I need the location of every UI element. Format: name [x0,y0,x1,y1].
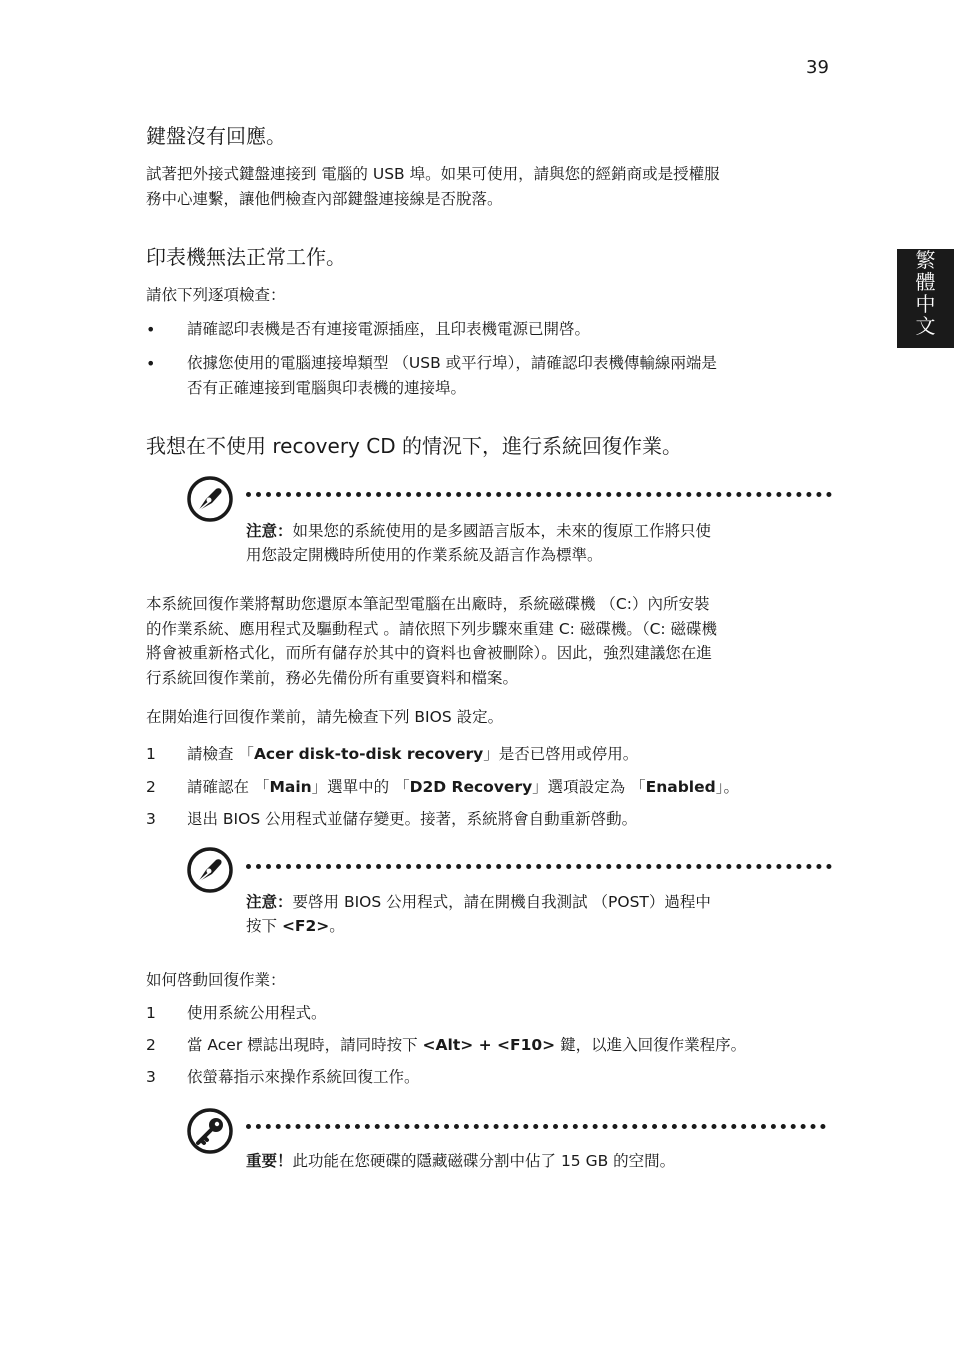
bold-term: D2D Recovery [409,778,533,796]
side-tab-char: 文 [915,314,936,338]
text-span: 請檢查 「 [187,745,254,763]
list-item [146,775,836,800]
note-label: 注意： [246,893,293,911]
section-heading-printer: 印表機無法正常工作。 [146,245,346,269]
side-tab-char: 繁 [915,248,936,272]
paragraph-recovery [146,592,836,690]
bold-term: <Alt> + <F10> [422,1036,556,1054]
step-number: 2 [146,778,156,796]
howto-intro: 如何啓動回復作業： [146,971,286,989]
text-line: 依據您使用的電腦連接埠類型 （USB 或平行埠），請確認印表機傳輸線兩端是 [187,354,717,372]
step-number: 1 [146,1004,156,1022]
important-label: 重要！ [246,1152,293,1170]
text-line: 依螢幕指示來操作系統回復工作。 [187,1068,420,1086]
note-divider [246,864,832,869]
text-line: 要啓用 BIOS 公用程式，請在開機自我測試 （POST）過程中 [292,893,711,911]
list-item [146,1033,836,1058]
side-tab-char: 體 [915,270,936,294]
key-icon [186,1107,234,1155]
bold-term: Main [269,778,312,796]
text-span: 」選單中的 「 [311,778,410,796]
text-span: 。 [329,917,345,935]
side-tab-char: 中 [915,292,936,316]
step-number: 3 [146,1068,156,1086]
text-line: 行系統回復作業前，務必先備份所有重要資料和檔案。 [146,668,519,687]
bullet: • [146,320,156,339]
language-side-tab [897,249,954,348]
text-line: 試著把外接式鍵盤連接到 電腦的 USB 埠。如果可使用，請與您的經銷商或是授權服 [146,165,720,183]
note-text [246,890,836,938]
section-heading-recovery: 我想在不使用 recovery CD 的情況下，進行系統回復作業。 [146,434,682,458]
list-item [146,742,836,767]
bios-intro: 在開始進行回復作業前，請先檢查下列 BIOS 設定。 [146,708,504,726]
text-line: 使用系統公用程式。 [187,1004,327,1022]
note-text [246,519,836,567]
text-span: 請確認在 「 [187,778,270,796]
text-line: 否有正確連接到電腦與印表機的連接埠。 [187,379,467,397]
note-divider [246,492,832,497]
note-label: 注意： [246,522,293,540]
bold-term: <F2> [281,917,330,935]
text-line: 用您設定開機時所使用的作業系統及語言作為標準。 [246,546,603,564]
text-line: 將會被重新格式化，而所有儲存於其中的資料也會被刪除）。因此，強烈建議您在進 [146,644,712,662]
text-span: 」是否已啓用或停用。 [483,745,639,763]
text-line: 此功能在您硬碟的隱藏磁碟分割中佔了 15 GB 的空間。 [292,1152,676,1170]
section-heading-keyboard: 鍵盤沒有回應。 [146,124,286,148]
text-span: 鍵，以進入回復作業程序。 [555,1036,747,1054]
page-number: 39 [806,57,829,78]
list-item [146,317,836,342]
text-line: 務中心連繫，讓他們檢查內部鍵盤連接線是否脫落。 [146,190,503,208]
list-item [146,1001,836,1026]
bold-term: Enabled [645,778,716,796]
note-pen-icon [186,846,234,894]
text-span: 」選項設定為 「 [532,778,646,796]
step-number: 1 [146,745,156,763]
text-span: 按下 [246,917,282,935]
text-line: 的作業系統、應用程式及驅動程式 。請依照下列步驟來重建 C: 磁碟機。（C: 磁碟機 [146,619,718,638]
bold-term: Acer disk-to-disk recovery [253,745,484,763]
important-divider [246,1124,826,1129]
paragraph-keyboard [146,162,836,212]
step-number: 2 [146,1036,156,1054]
note-pen-icon [186,475,234,523]
bullet: • [146,354,156,373]
list-item [146,1065,836,1090]
text-line: 請確認印表機是否有連接電源插座，且印表機電源已開啓。 [187,320,591,338]
text-line: 如果您的系統使用的是多國語言版本，未來的復原工作將只使 [292,522,712,540]
text-span: 當 Acer 標誌出現時，請同時按下 [187,1036,423,1054]
text-line: 退出 BIOS 公用程式並儲存變更。接著，系統將會自動重新啓動。 [187,810,638,828]
step-number: 3 [146,810,156,828]
list-item [146,351,836,401]
important-text [246,1149,836,1173]
printer-intro: 請依下列逐項檢查： [146,286,286,304]
text-line: 本系統回復作業將幫助您還原本筆記型電腦在出廠時，系統磁碟機 （C:）內所安裝 [146,595,710,613]
text-span: 」。 [715,778,739,796]
list-item [146,807,836,832]
